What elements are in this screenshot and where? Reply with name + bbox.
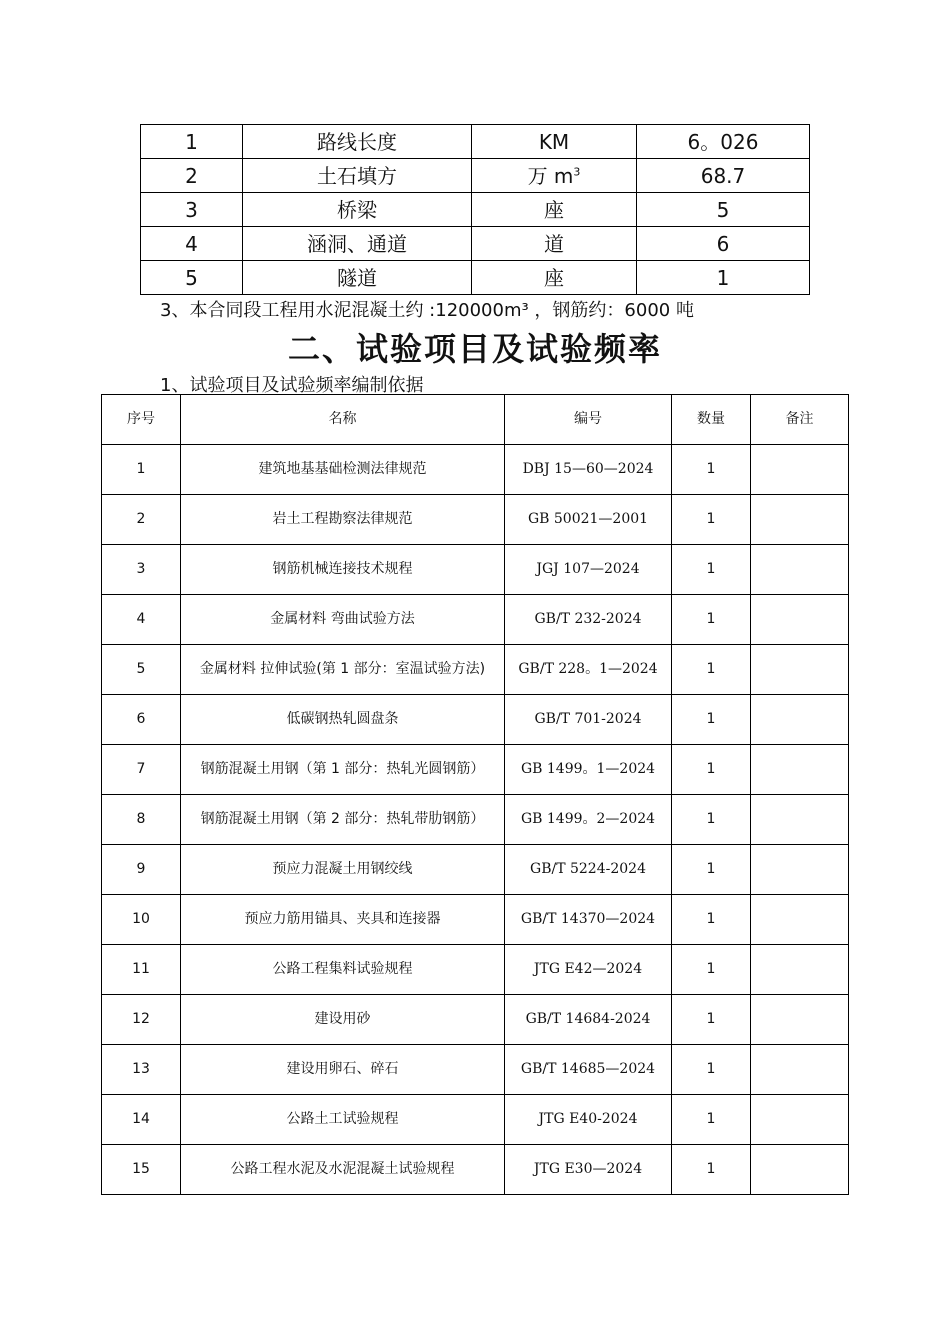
table-row	[102, 945, 849, 995]
standard-no: 10	[102, 895, 181, 945]
summary-no: 4	[141, 227, 243, 261]
summary-unit	[472, 193, 637, 227]
project-summary-table	[140, 124, 810, 295]
standards-body	[102, 445, 849, 1195]
standard-name: 金属材料 拉伸试验(第 1 部分：室温试验方法)	[181, 645, 505, 695]
standard-remark	[751, 795, 849, 845]
table-row	[102, 545, 849, 595]
standard-no: 2	[102, 495, 181, 545]
summary-unit	[472, 125, 637, 159]
standard-name: 预应力混凝土用钢绞线	[181, 845, 505, 895]
standard-remark	[751, 595, 849, 645]
standard-qty: 1	[672, 995, 751, 1045]
table-row	[102, 445, 849, 495]
summary-no: 5	[141, 261, 243, 295]
standard-name: 低碳钢热轧圆盘条	[181, 695, 505, 745]
header-no: 序号	[102, 395, 181, 445]
standard-no: 3	[102, 545, 181, 595]
table-row	[102, 745, 849, 795]
summary-unit	[472, 261, 637, 295]
standard-remark	[751, 445, 849, 495]
table-row	[102, 1095, 849, 1145]
standard-remark	[751, 645, 849, 695]
summary-unit-text: 万 m	[527, 163, 574, 188]
summary-row	[141, 227, 810, 261]
standard-qty: 1	[672, 845, 751, 895]
table-row	[102, 895, 849, 945]
summary-qty: 68.7	[637, 159, 810, 193]
standard-code: GB 1499。2—2024	[505, 795, 672, 845]
summary-unit-superscript: 3	[573, 164, 581, 178]
standard-qty: 1	[672, 695, 751, 745]
standard-code: JTG E42—2024	[505, 945, 672, 995]
standard-no: 12	[102, 995, 181, 1045]
summary-no: 2	[141, 159, 243, 193]
standard-qty: 1	[672, 795, 751, 845]
table-row	[102, 845, 849, 895]
standard-remark	[751, 695, 849, 745]
standard-qty: 1	[672, 545, 751, 595]
summary-item: 桥梁	[243, 193, 472, 227]
standard-remark	[751, 845, 849, 895]
summary-no: 1	[141, 125, 243, 159]
standard-name: 公路工程水泥及水泥混凝土试验规程	[181, 1145, 505, 1195]
standard-qty: 1	[672, 1145, 751, 1195]
header-name: 名称	[181, 395, 505, 445]
standard-qty: 1	[672, 745, 751, 795]
standard-qty: 1	[672, 495, 751, 545]
table-row	[102, 995, 849, 1045]
table-row	[102, 695, 849, 745]
standard-remark	[751, 495, 849, 545]
standard-no: 8	[102, 795, 181, 845]
quantity-note: 3、本合同段工程用水泥混凝土约 :120000m³ ，钢筋约：6000 吨	[160, 300, 694, 321]
header-remark: 备注	[751, 395, 849, 445]
project-summary-body	[141, 125, 810, 295]
standard-code: JTG E40-2024	[505, 1095, 672, 1145]
standard-remark	[751, 545, 849, 595]
standard-name: 钢筋机械连接技术规程	[181, 545, 505, 595]
table-row	[102, 1045, 849, 1095]
summary-row	[141, 159, 810, 193]
standard-remark	[751, 1145, 849, 1195]
summary-unit-text: 座	[544, 197, 564, 222]
summary-row	[141, 125, 810, 159]
summary-unit	[472, 227, 637, 261]
section-heading: 二、试验项目及试验频率	[287, 330, 662, 368]
standard-name: 金属材料 弯曲试验方法	[181, 595, 505, 645]
header-code: 编号	[505, 395, 672, 445]
standard-name: 建设用砂	[181, 995, 505, 1045]
standard-name: 公路土工试验规程	[181, 1095, 505, 1145]
standard-code: GB/T 14370—2024	[505, 895, 672, 945]
standard-qty: 1	[672, 645, 751, 695]
standard-code: GB/T 232-2024	[505, 595, 672, 645]
standard-remark	[751, 1095, 849, 1145]
summary-unit-text: KM	[538, 129, 570, 154]
standard-code: DBJ 15—60—2024	[505, 445, 672, 495]
standard-code: GB 50021—2001	[505, 495, 672, 545]
table-row	[102, 495, 849, 545]
standard-code: GB/T 701-2024	[505, 695, 672, 745]
summary-item: 土石填方	[243, 159, 472, 193]
standard-remark	[751, 995, 849, 1045]
standard-qty: 1	[672, 1095, 751, 1145]
standard-qty: 1	[672, 945, 751, 995]
summary-qty: 6	[637, 227, 810, 261]
standard-name: 建设用卵石、碎石	[181, 1045, 505, 1095]
standard-code: JTG E30—2024	[505, 1145, 672, 1195]
standard-name: 岩土工程勘察法律规范	[181, 495, 505, 545]
standard-code: GB/T 14684-2024	[505, 995, 672, 1045]
standard-remark	[751, 895, 849, 945]
standard-remark	[751, 1045, 849, 1095]
standard-qty: 1	[672, 595, 751, 645]
standard-no: 1	[102, 445, 181, 495]
standards-header-row	[102, 395, 849, 445]
summary-item: 隧道	[243, 261, 472, 295]
summary-qty: 6。026	[637, 125, 810, 159]
standard-name: 预应力筋用锚具、夹具和连接器	[181, 895, 505, 945]
table-row	[102, 645, 849, 695]
standard-no: 6	[102, 695, 181, 745]
standard-no: 5	[102, 645, 181, 695]
summary-row	[141, 261, 810, 295]
sub-heading: 1、试验项目及试验频率编制依据	[160, 375, 424, 396]
standard-name: 钢筋混凝土用钢（第 2 部分：热轧带肋钢筋）	[181, 795, 505, 845]
standard-no: 11	[102, 945, 181, 995]
standard-code: GB/T 14685—2024	[505, 1045, 672, 1095]
standard-remark	[751, 945, 849, 995]
table-row	[102, 1145, 849, 1195]
standard-qty: 1	[672, 445, 751, 495]
standard-no: 7	[102, 745, 181, 795]
standard-qty: 1	[672, 895, 751, 945]
summary-unit	[472, 159, 637, 193]
summary-no: 3	[141, 193, 243, 227]
standard-code: GB/T 5224-2024	[505, 845, 672, 895]
summary-row	[141, 193, 810, 227]
standard-name: 建筑地基基础检测法律规范	[181, 445, 505, 495]
standard-code: GB/T 228。1—2024	[505, 645, 672, 695]
table-row	[102, 795, 849, 845]
summary-qty: 5	[637, 193, 810, 227]
summary-unit-text: 道	[544, 231, 564, 256]
table-row	[102, 595, 849, 645]
standard-no: 14	[102, 1095, 181, 1145]
standard-no: 15	[102, 1145, 181, 1195]
standard-code: JGJ 107—2024	[505, 545, 672, 595]
header-qty: 数量	[672, 395, 751, 445]
standards-table	[101, 394, 849, 1195]
standard-qty: 1	[672, 1045, 751, 1095]
standard-no: 4	[102, 595, 181, 645]
standard-name: 公路工程集料试验规程	[181, 945, 505, 995]
standard-no: 9	[102, 845, 181, 895]
summary-item: 涵洞、通道	[243, 227, 472, 261]
standard-code: GB 1499。1—2024	[505, 745, 672, 795]
summary-unit-text: 座	[544, 265, 564, 290]
summary-qty: 1	[637, 261, 810, 295]
standard-remark	[751, 745, 849, 795]
standard-name: 钢筋混凝土用钢（第 1 部分：热轧光圆钢筋）	[181, 745, 505, 795]
summary-item: 路线长度	[243, 125, 472, 159]
standard-no: 13	[102, 1045, 181, 1095]
